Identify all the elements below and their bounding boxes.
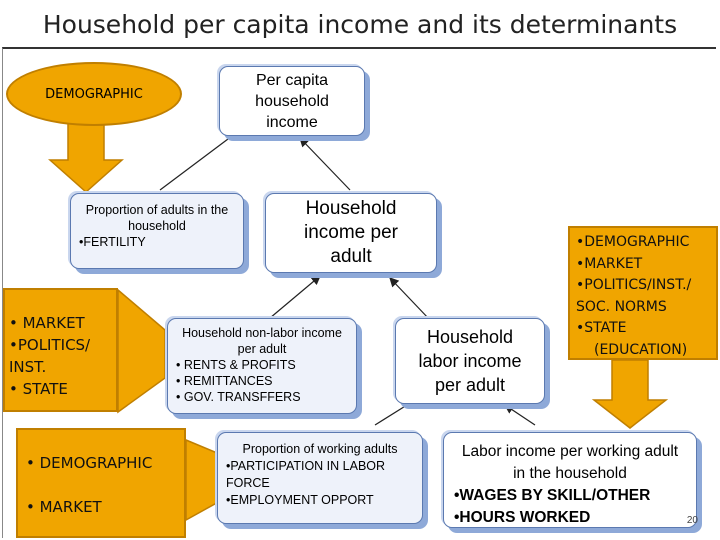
demographic-oval-label: DEMOGRAPHIC	[45, 86, 143, 102]
left-factor-inst: INST.	[9, 358, 47, 376]
connector-hhincome-to-percapita	[300, 138, 350, 190]
connector-labor-to-hhincome	[390, 278, 430, 320]
left-factor-politics: •POLITICS/	[9, 336, 91, 354]
remittances-item: • REMITTANCES	[176, 374, 273, 388]
labor-income-adult-box	[395, 318, 545, 404]
employment-item: •EMPLOYMENT OPPORT	[226, 493, 374, 507]
bottom-factor-demographic: • DEMOGRAPHIC	[26, 454, 153, 472]
left-factor-market: • MARKET	[9, 314, 85, 332]
household-income-adult-box	[265, 193, 437, 273]
bottom-factor-market: • MARKET	[26, 498, 102, 516]
page-number: 20	[686, 515, 698, 526]
bottom-left-factors-box	[16, 428, 186, 538]
labor-per-worker-label: Labor income per working adult in the household	[461, 443, 679, 482]
right-factor-social-norms: SOC. NORMS	[576, 298, 667, 315]
nonlabor-income-box	[167, 318, 357, 414]
left-factor-state: • STATE	[9, 380, 68, 398]
right-factor-state: •STATE	[576, 320, 627, 336]
connector-proportion-to-percapita	[160, 130, 240, 190]
proportion-adults-label: Proportion of adults in the household	[85, 203, 229, 233]
right-factors-box	[568, 226, 718, 360]
fertility-item: •FERTILITY	[79, 235, 146, 249]
connector-perworker-to-labor	[505, 405, 535, 425]
per-capita-income-label: Per capita household income	[255, 71, 329, 131]
demographic-oval	[6, 62, 182, 126]
right-factor-education: (EDUCATION)	[594, 341, 688, 358]
right-factor-market: •MARKET	[576, 255, 643, 272]
per-capita-income-box	[219, 66, 365, 136]
connector-nonlabor-to-hhincome	[270, 276, 320, 318]
right-factor-demographic: •DEMOGRAPHIC	[576, 234, 690, 250]
left-factors-box	[3, 288, 118, 412]
labor-income-adult-label: Household labor income per adult	[418, 327, 522, 395]
participation-item: •PARTICIPATION IN LABOR FORCE	[226, 459, 386, 490]
proportion-adults-box	[70, 193, 244, 269]
gov-transfers-item: • GOV. TRANSFFERS	[176, 390, 301, 404]
page-title: Household per capita income and its determinants	[42, 10, 678, 39]
nonlabor-income-label: Household non-labor income per adult	[182, 326, 342, 356]
wages-item: •WAGES BY SKILL/OTHER	[454, 487, 651, 504]
working-adults-box	[217, 432, 423, 524]
gold-arrow-right-factors	[594, 360, 666, 428]
rents-profits-item: • RENTS & PROFITS	[176, 358, 296, 372]
gold-arrow-left-factors	[118, 290, 165, 412]
labor-per-worker-box	[443, 432, 697, 528]
working-adults-label: Proportion of working adults	[242, 442, 398, 456]
right-factor-politics: •POLITICS/INST./	[576, 277, 692, 293]
hours-item: •HOURS WORKED	[454, 509, 591, 526]
household-income-adult-label: Household income per adult	[304, 198, 398, 267]
